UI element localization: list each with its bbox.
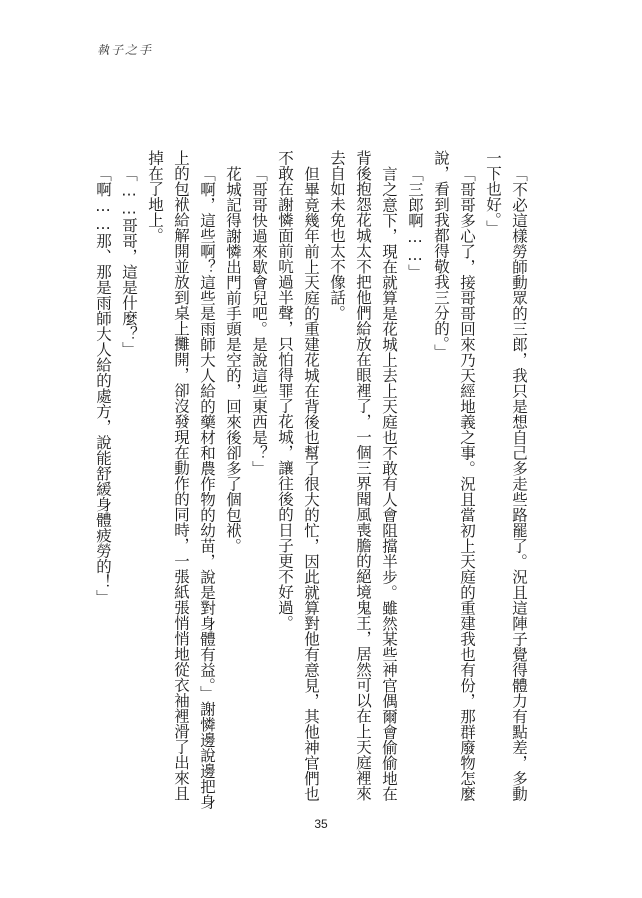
paragraph: 言之意下，現在就算是花城上去上天庭也不敢有人會阻擋半步。雖然某些神官偶爾會偷偷地在背後抱怨花城太不把他們給放在眼裡了，一個三界聞風喪膽的絕境鬼王，居然可以在上天庭裡來去自如未免也太不像話。 bbox=[328, 150, 398, 801]
paragraph: 「啊，這些啊？這些是雨師大人給的藥材和農作物的幼苗，說是對身體有益。」謝憐邊說邊把身上的包袱給解開並放到桌上攤開，卻沒發現在動作的同時，一張紙張悄悄地從衣袖裡滑了出來且掉在了地上。 bbox=[146, 150, 216, 809]
running-header-title: 執子之手 bbox=[97, 43, 154, 57]
paragraph: 「哥哥快過來歇會兒吧。是說這些東西是？」 bbox=[250, 165, 268, 476]
body-text-block bbox=[94, 150, 532, 810]
page-number: 35 bbox=[314, 817, 328, 831]
paragraph: 花城記得謝憐出門前手頭是空的，回來後卻多了個包袱。 bbox=[224, 165, 242, 553]
paragraph: 「哥哥多心了，接哥哥回來乃天經地義之事。況且當初上天庭的重建我也有份，那群廢物怎麼說，看到我都得敬我三分的。」 bbox=[432, 150, 476, 801]
paragraph: 「啊……那、那是雨師大人給的處方，說能舒緩身體疲勞的！」 bbox=[94, 165, 112, 605]
paragraph: 「三郎啊……」 bbox=[406, 165, 424, 279]
vertical-text-columns bbox=[94, 150, 532, 810]
paragraph: 但畢竟幾年前上天庭的重建花城在背後也幫了很大的忙，因此就算對他有意見，其他神官們也不敢在謝憐面前吭過半聲，只怕得罪了花城，讓往後的日子更不好過。 bbox=[276, 150, 320, 801]
paragraph: 「不必這樣勞師動眾的三郎，我只是想自己多走些路罷了。況且這陣子覺得體力有點差，多動一下也好。」 bbox=[484, 150, 528, 801]
paragraph: 「……哥哥，這是什麼？」 bbox=[120, 165, 138, 357]
